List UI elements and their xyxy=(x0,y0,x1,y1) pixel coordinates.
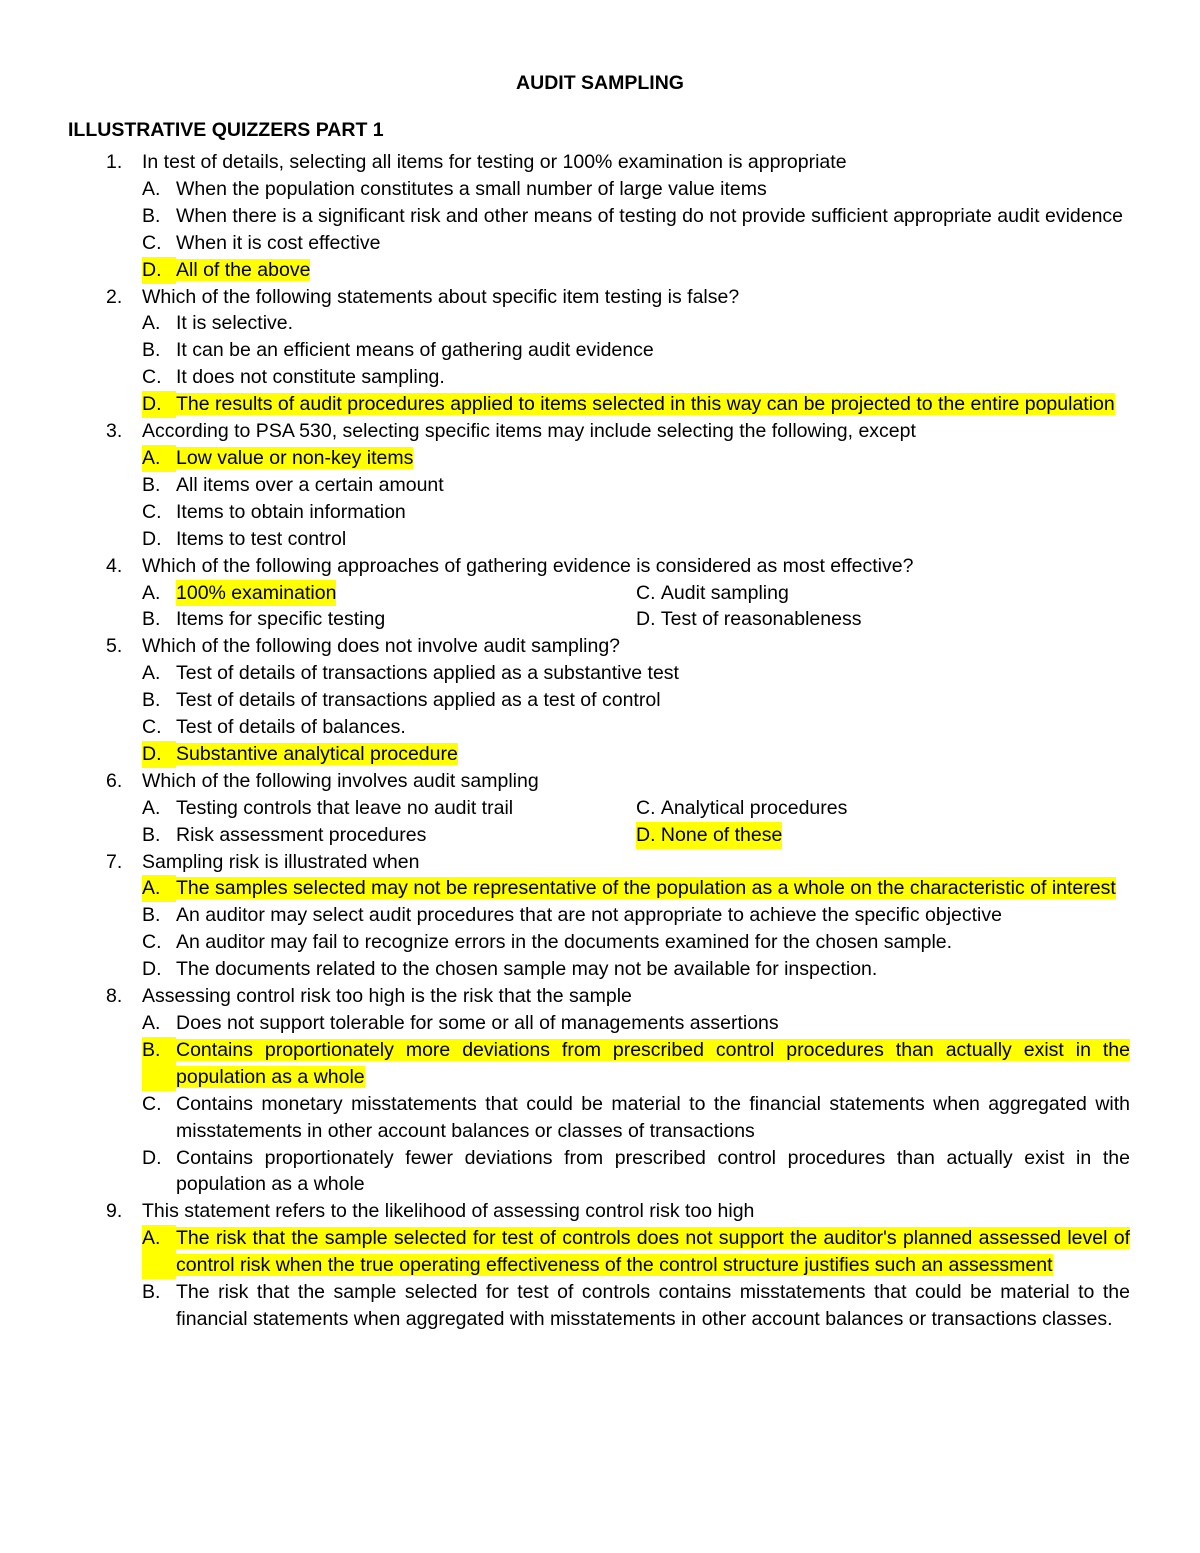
option-row xyxy=(70,929,1130,956)
option-cell xyxy=(636,606,861,633)
option-letter: B. xyxy=(142,204,161,227)
question-text: This statement refers to the likelihood of assessing control risk too high xyxy=(142,1200,755,1223)
question-3 xyxy=(70,418,1130,445)
question-text: Which of the following statements about specific item testing is false? xyxy=(142,285,740,308)
option-letter: A. xyxy=(142,662,161,685)
answer-option-text: The samples selected may not be representative of the population as a whole on the characteristic of interest xyxy=(176,877,1116,900)
option-row-pair xyxy=(70,606,1130,633)
option-row xyxy=(70,472,1130,499)
option-text: Items to obtain information xyxy=(176,500,406,523)
option-letter: A. xyxy=(142,1012,161,1034)
option-text: Contains proportionately fewer deviations from prescribed control procedures than actually exist in the population as a whole xyxy=(176,1146,1130,1196)
answer-option-row xyxy=(70,875,1130,902)
question-2 xyxy=(70,284,1130,311)
option-text: When the population constitutes a small number of large value items xyxy=(176,177,767,200)
question-number: 4. xyxy=(106,554,123,577)
answer-option-text: Contains proportionately more deviations from prescribed control procedures than actually exist in the population as a whole xyxy=(176,1038,1130,1088)
answer-option-row xyxy=(70,445,1130,472)
option-letter: B. xyxy=(142,904,161,927)
option-letter: B. xyxy=(142,1281,161,1304)
option-letter: D. xyxy=(142,391,176,418)
option-letter: A. xyxy=(142,177,161,200)
option-letter: C. xyxy=(142,931,162,954)
question-number: 2. xyxy=(106,285,123,308)
answer-option-text: The risk that the sample selected for test of controls does not support the auditor's planned assessed level of control risk when the true operating effectiveness of the control structure justifies such an assessment xyxy=(176,1227,1130,1277)
option-text: Test of details of transactions applied as a test of control xyxy=(176,689,661,712)
answer-option-text: 100% examination xyxy=(176,580,336,607)
option-text: Test of reasonableness xyxy=(660,608,862,631)
option-letter: D. xyxy=(142,257,176,284)
option-row-pair xyxy=(70,580,1130,607)
question-number: 8. xyxy=(106,985,123,1008)
option-row xyxy=(70,1279,1130,1333)
option-text: When there is a significant risk and other means of testing do not provide sufficient appropriate audit evidence xyxy=(176,204,1124,227)
document-title: AUDIT SAMPLING xyxy=(516,72,684,94)
option-cell xyxy=(636,795,847,822)
question-6 xyxy=(70,768,1130,795)
question-5 xyxy=(70,633,1130,660)
answer-option-text: All of the above xyxy=(176,258,311,281)
question-number: 1. xyxy=(106,151,123,173)
option-text: When it is cost effective xyxy=(176,231,381,254)
answer-option-row xyxy=(70,741,1130,768)
option-row xyxy=(70,1145,1130,1199)
question-list xyxy=(70,149,1130,1333)
answer-option-row xyxy=(70,391,1130,418)
question-text: In test of details, selecting all items for testing or 100% examination is appropriate xyxy=(142,151,847,173)
option-text: Risk assessment procedures xyxy=(176,823,427,846)
option-row xyxy=(70,337,1130,364)
option-row xyxy=(70,1010,1130,1037)
option-letter: B. xyxy=(142,823,161,846)
option-letter: B. xyxy=(142,689,161,712)
option-letter: C. xyxy=(142,716,162,739)
option-row-pair xyxy=(70,795,1130,822)
option-letter: C. xyxy=(142,366,162,389)
document-subtitle: ILLUSTRATIVE QUIZZERS PART 1 xyxy=(68,119,384,141)
option-row xyxy=(70,310,1130,337)
option-text: Analytical procedures xyxy=(660,796,848,819)
option-letter: C. xyxy=(142,1092,162,1115)
option-letter: D. xyxy=(142,741,176,768)
option-cell xyxy=(142,580,636,607)
option-text: It does not constitute sampling. xyxy=(176,366,445,389)
option-text: It can be an efficient means of gathering audit evidence xyxy=(176,339,654,362)
answer-option-text: Low value or non-key items xyxy=(176,446,414,469)
question-number: 9. xyxy=(106,1200,123,1223)
option-row xyxy=(70,364,1130,391)
option-text: Contains monetary misstatements that could be material to the financial statements when aggregated with misstatements in other account balances or classes of transactions xyxy=(176,1092,1130,1142)
answer-option-text: Substantive analytical procedure xyxy=(176,742,458,765)
question-text: Sampling risk is illustrated when xyxy=(142,850,420,873)
option-letter: D. xyxy=(142,1146,162,1169)
question-number: 7. xyxy=(106,850,123,873)
option-cell xyxy=(636,822,782,849)
question-9 xyxy=(70,1198,1130,1225)
option-text: Test of details of balances. xyxy=(176,716,406,739)
option-letter: A. xyxy=(142,312,161,335)
option-text: The documents related to the chosen sample may not be available for inspection. xyxy=(176,958,878,981)
question-number: 6. xyxy=(106,769,123,792)
option-letter: B. xyxy=(142,473,161,496)
option-text: Audit sampling xyxy=(660,581,789,604)
option-cell xyxy=(142,822,636,849)
option-row xyxy=(70,687,1130,714)
option-row xyxy=(70,660,1130,687)
option-row xyxy=(70,230,1130,257)
answer-option-row xyxy=(70,1225,1130,1279)
option-letter: D. xyxy=(636,608,656,631)
option-text: Does not support tolerable for some or all of managements assertions xyxy=(176,1012,779,1034)
option-letter: D. xyxy=(142,527,162,550)
option-text: Items to test control xyxy=(176,527,347,550)
question-7 xyxy=(70,849,1130,876)
option-letter: A. xyxy=(142,796,161,819)
question-text: According to PSA 530, selecting specific items may include selecting the following, except xyxy=(142,420,916,443)
option-row xyxy=(70,203,1130,230)
answer-option-row xyxy=(70,257,1130,284)
option-letter: D. xyxy=(142,958,162,981)
option-letter: C. xyxy=(142,231,162,254)
option-text: An auditor may fail to recognize errors in the documents examined for the chosen sample. xyxy=(176,931,953,954)
option-cell xyxy=(142,795,636,822)
option-letter: B. xyxy=(142,339,161,362)
answer-option-row xyxy=(70,1037,1130,1091)
option-text: Testing controls that leave no audit trail xyxy=(176,796,514,819)
option-letter: C. xyxy=(636,581,656,604)
option-letter: A. xyxy=(142,445,176,472)
option-cell xyxy=(636,580,789,607)
answer-option-text: The results of audit procedures applied to items selected in this way can be projected to the entire population xyxy=(176,393,1115,416)
option-row xyxy=(70,956,1130,983)
question-8 xyxy=(70,983,1130,1010)
option-letter: A. xyxy=(142,1225,176,1279)
answer-option-text: None of these xyxy=(660,823,783,846)
question-text: Which of the following involves audit sampling xyxy=(142,769,539,792)
option-row-pair xyxy=(70,822,1130,849)
option-row xyxy=(70,499,1130,526)
option-letter: C. xyxy=(636,796,656,819)
option-text: The risk that the sample selected for test of controls contains misstatements that could be material to the financial statements when aggregated with misstatements in other account balances or transactions classes. xyxy=(176,1281,1130,1330)
option-text: All items over a certain amount xyxy=(176,473,444,496)
option-letter: B. xyxy=(142,1037,176,1091)
question-text: Which of the following approaches of gathering evidence is considered as most effective? xyxy=(142,554,914,577)
question-text: Which of the following does not involve audit sampling? xyxy=(142,635,621,658)
option-row xyxy=(70,714,1130,741)
option-row xyxy=(70,1091,1130,1145)
option-cell xyxy=(142,606,636,633)
option-text: It is selective. xyxy=(176,312,294,335)
option-letter: C. xyxy=(142,500,162,523)
option-text: Items for specific testing xyxy=(176,608,386,631)
option-letter: A. xyxy=(142,581,161,604)
question-4 xyxy=(70,553,1130,580)
question-1 xyxy=(70,149,1130,176)
question-number: 5. xyxy=(106,635,123,658)
option-row xyxy=(70,902,1130,929)
option-letter: D. xyxy=(636,823,656,846)
option-letter: A. xyxy=(142,875,176,902)
option-row xyxy=(70,176,1130,203)
option-text: An auditor may select audit procedures that are not appropriate to achieve the specific objective xyxy=(176,904,1002,927)
question-text: Assessing control risk too high is the risk that the sample xyxy=(142,985,632,1008)
option-letter: B. xyxy=(142,608,161,631)
option-row xyxy=(70,526,1130,553)
question-number: 3. xyxy=(106,420,123,443)
option-text: Test of details of transactions applied as a substantive test xyxy=(176,662,679,685)
